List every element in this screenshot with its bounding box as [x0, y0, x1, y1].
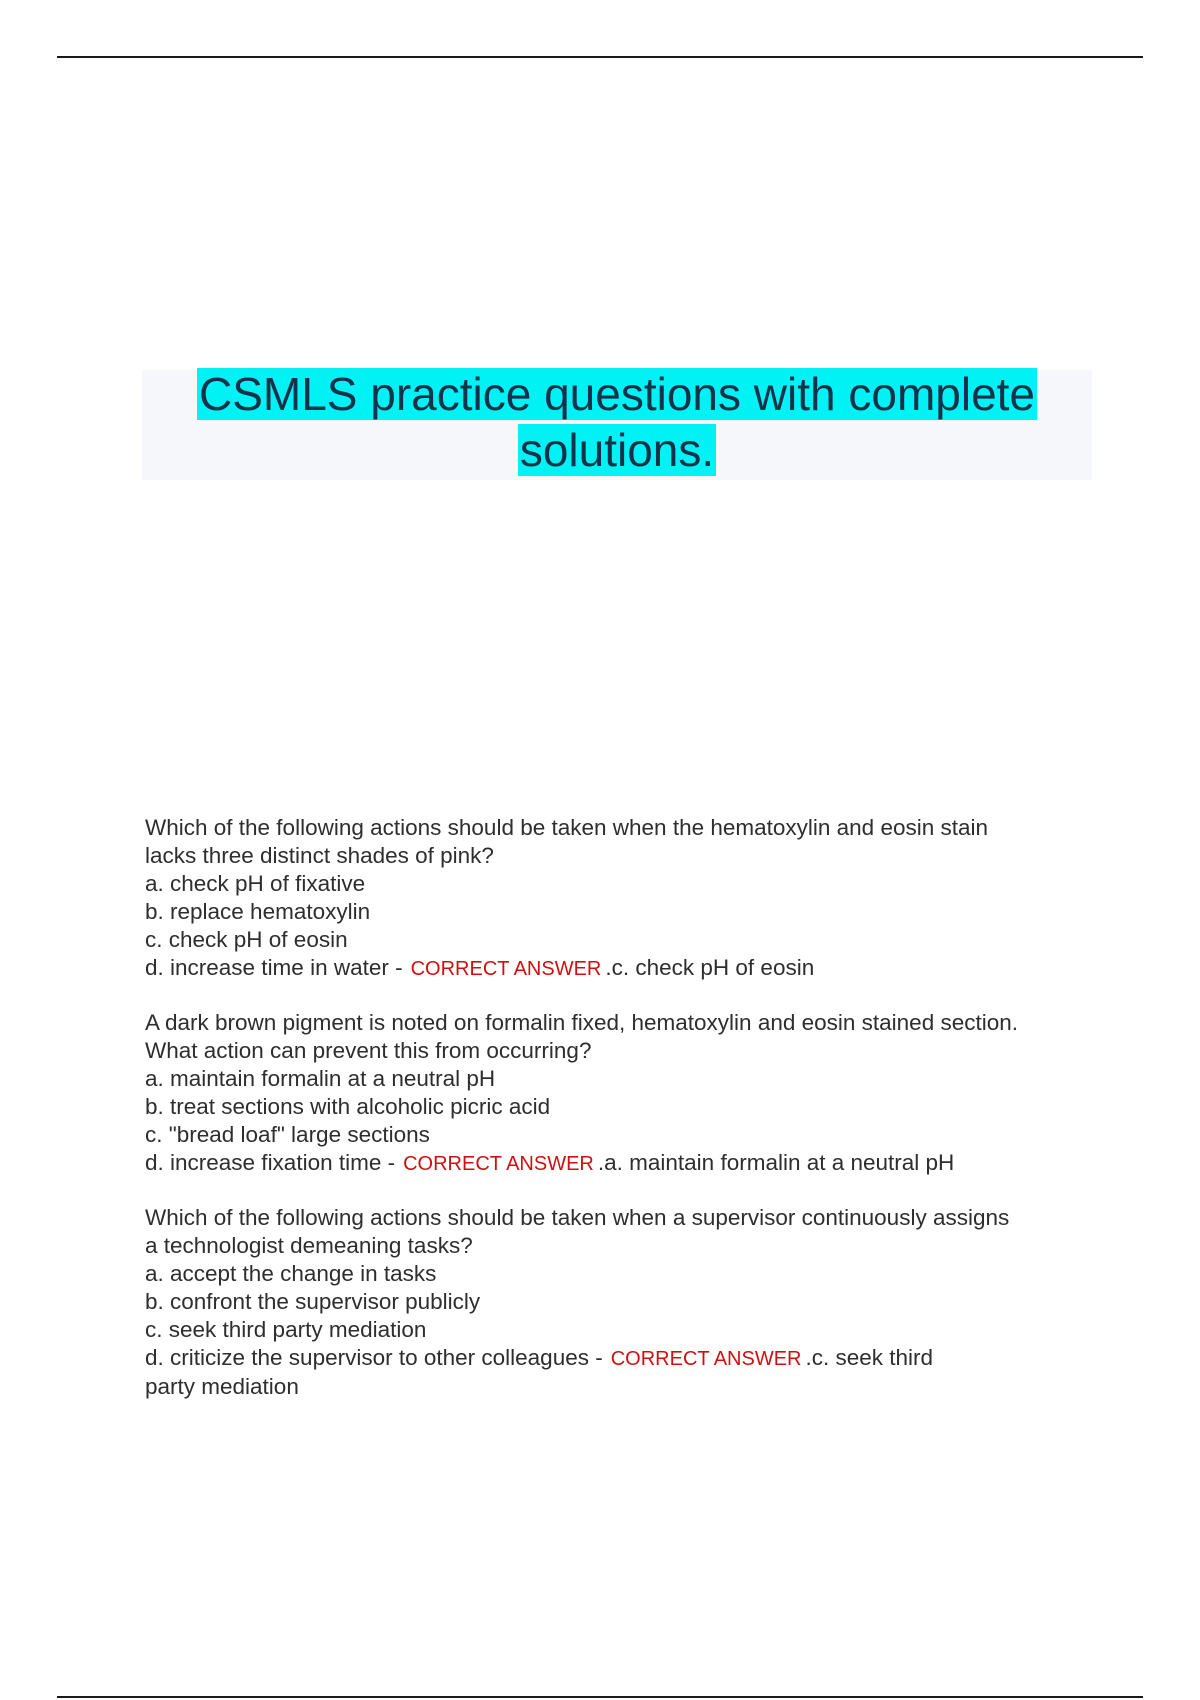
option-c: c. seek third party mediation	[145, 1317, 427, 1342]
bottom-rule	[57, 1696, 1143, 1698]
option-d: d. increase fixation time -	[145, 1150, 396, 1175]
option-d-with-answer	[145, 954, 1095, 983]
answer-text: .c. seek third	[805, 1345, 934, 1370]
option-c: c. check pH of eosin	[145, 927, 348, 952]
top-rule	[57, 56, 1143, 58]
answer-text: .c. check pH of eosin	[605, 955, 815, 980]
correct-answer-label: CORRECT ANSWER	[410, 958, 602, 980]
option-a: a. maintain formalin at a neutral pH	[145, 1066, 496, 1091]
question-stem-line: A dark brown pigment is noted on formalin fixed, hematoxylin and eosin stained section.	[145, 1010, 1018, 1035]
answer-text: .a. maintain formalin at a neutral pH	[597, 1150, 955, 1175]
title-highlight: CSMLS practice questions with complete solutions.	[198, 368, 1036, 476]
question-stem-line: a technologist demeaning tasks?	[145, 1233, 473, 1258]
option-d-with-answer	[145, 1344, 1095, 1373]
question-stem-line: What action can prevent this from occurring?	[145, 1038, 592, 1063]
document-title	[142, 366, 1092, 478]
option-a: a. accept the change in tasks	[145, 1261, 437, 1286]
correct-answer-label: CORRECT ANSWER	[610, 1348, 802, 1370]
question-stem-line: Which of the following actions should be taken when the hematoxylin and eosin stain	[145, 815, 989, 840]
option-d: d. criticize the supervisor to other colleagues -	[145, 1345, 603, 1370]
option-b: b. confront the supervisor publicly	[145, 1289, 481, 1314]
question-2	[145, 1009, 1095, 1178]
question-stem-line: lacks three distinct shades of pink?	[145, 843, 494, 868]
option-d-with-answer	[145, 1149, 1095, 1178]
question-1	[145, 814, 1095, 983]
question-3	[145, 1204, 1095, 1401]
option-b: b. treat sections with alcoholic picric acid	[145, 1094, 551, 1119]
question-list	[145, 814, 1095, 1427]
option-b: b. replace hematoxylin	[145, 899, 371, 924]
option-a: a. check pH of fixative	[145, 871, 366, 896]
answer-text-continued: party mediation	[145, 1374, 299, 1399]
option-d: d. increase time in water -	[145, 955, 403, 980]
option-c: c. "bread loaf" large sections	[145, 1122, 430, 1147]
correct-answer-label: CORRECT ANSWER	[403, 1153, 594, 1175]
question-stem-line: Which of the following actions should be taken when a supervisor continuously assigns	[145, 1205, 1010, 1230]
